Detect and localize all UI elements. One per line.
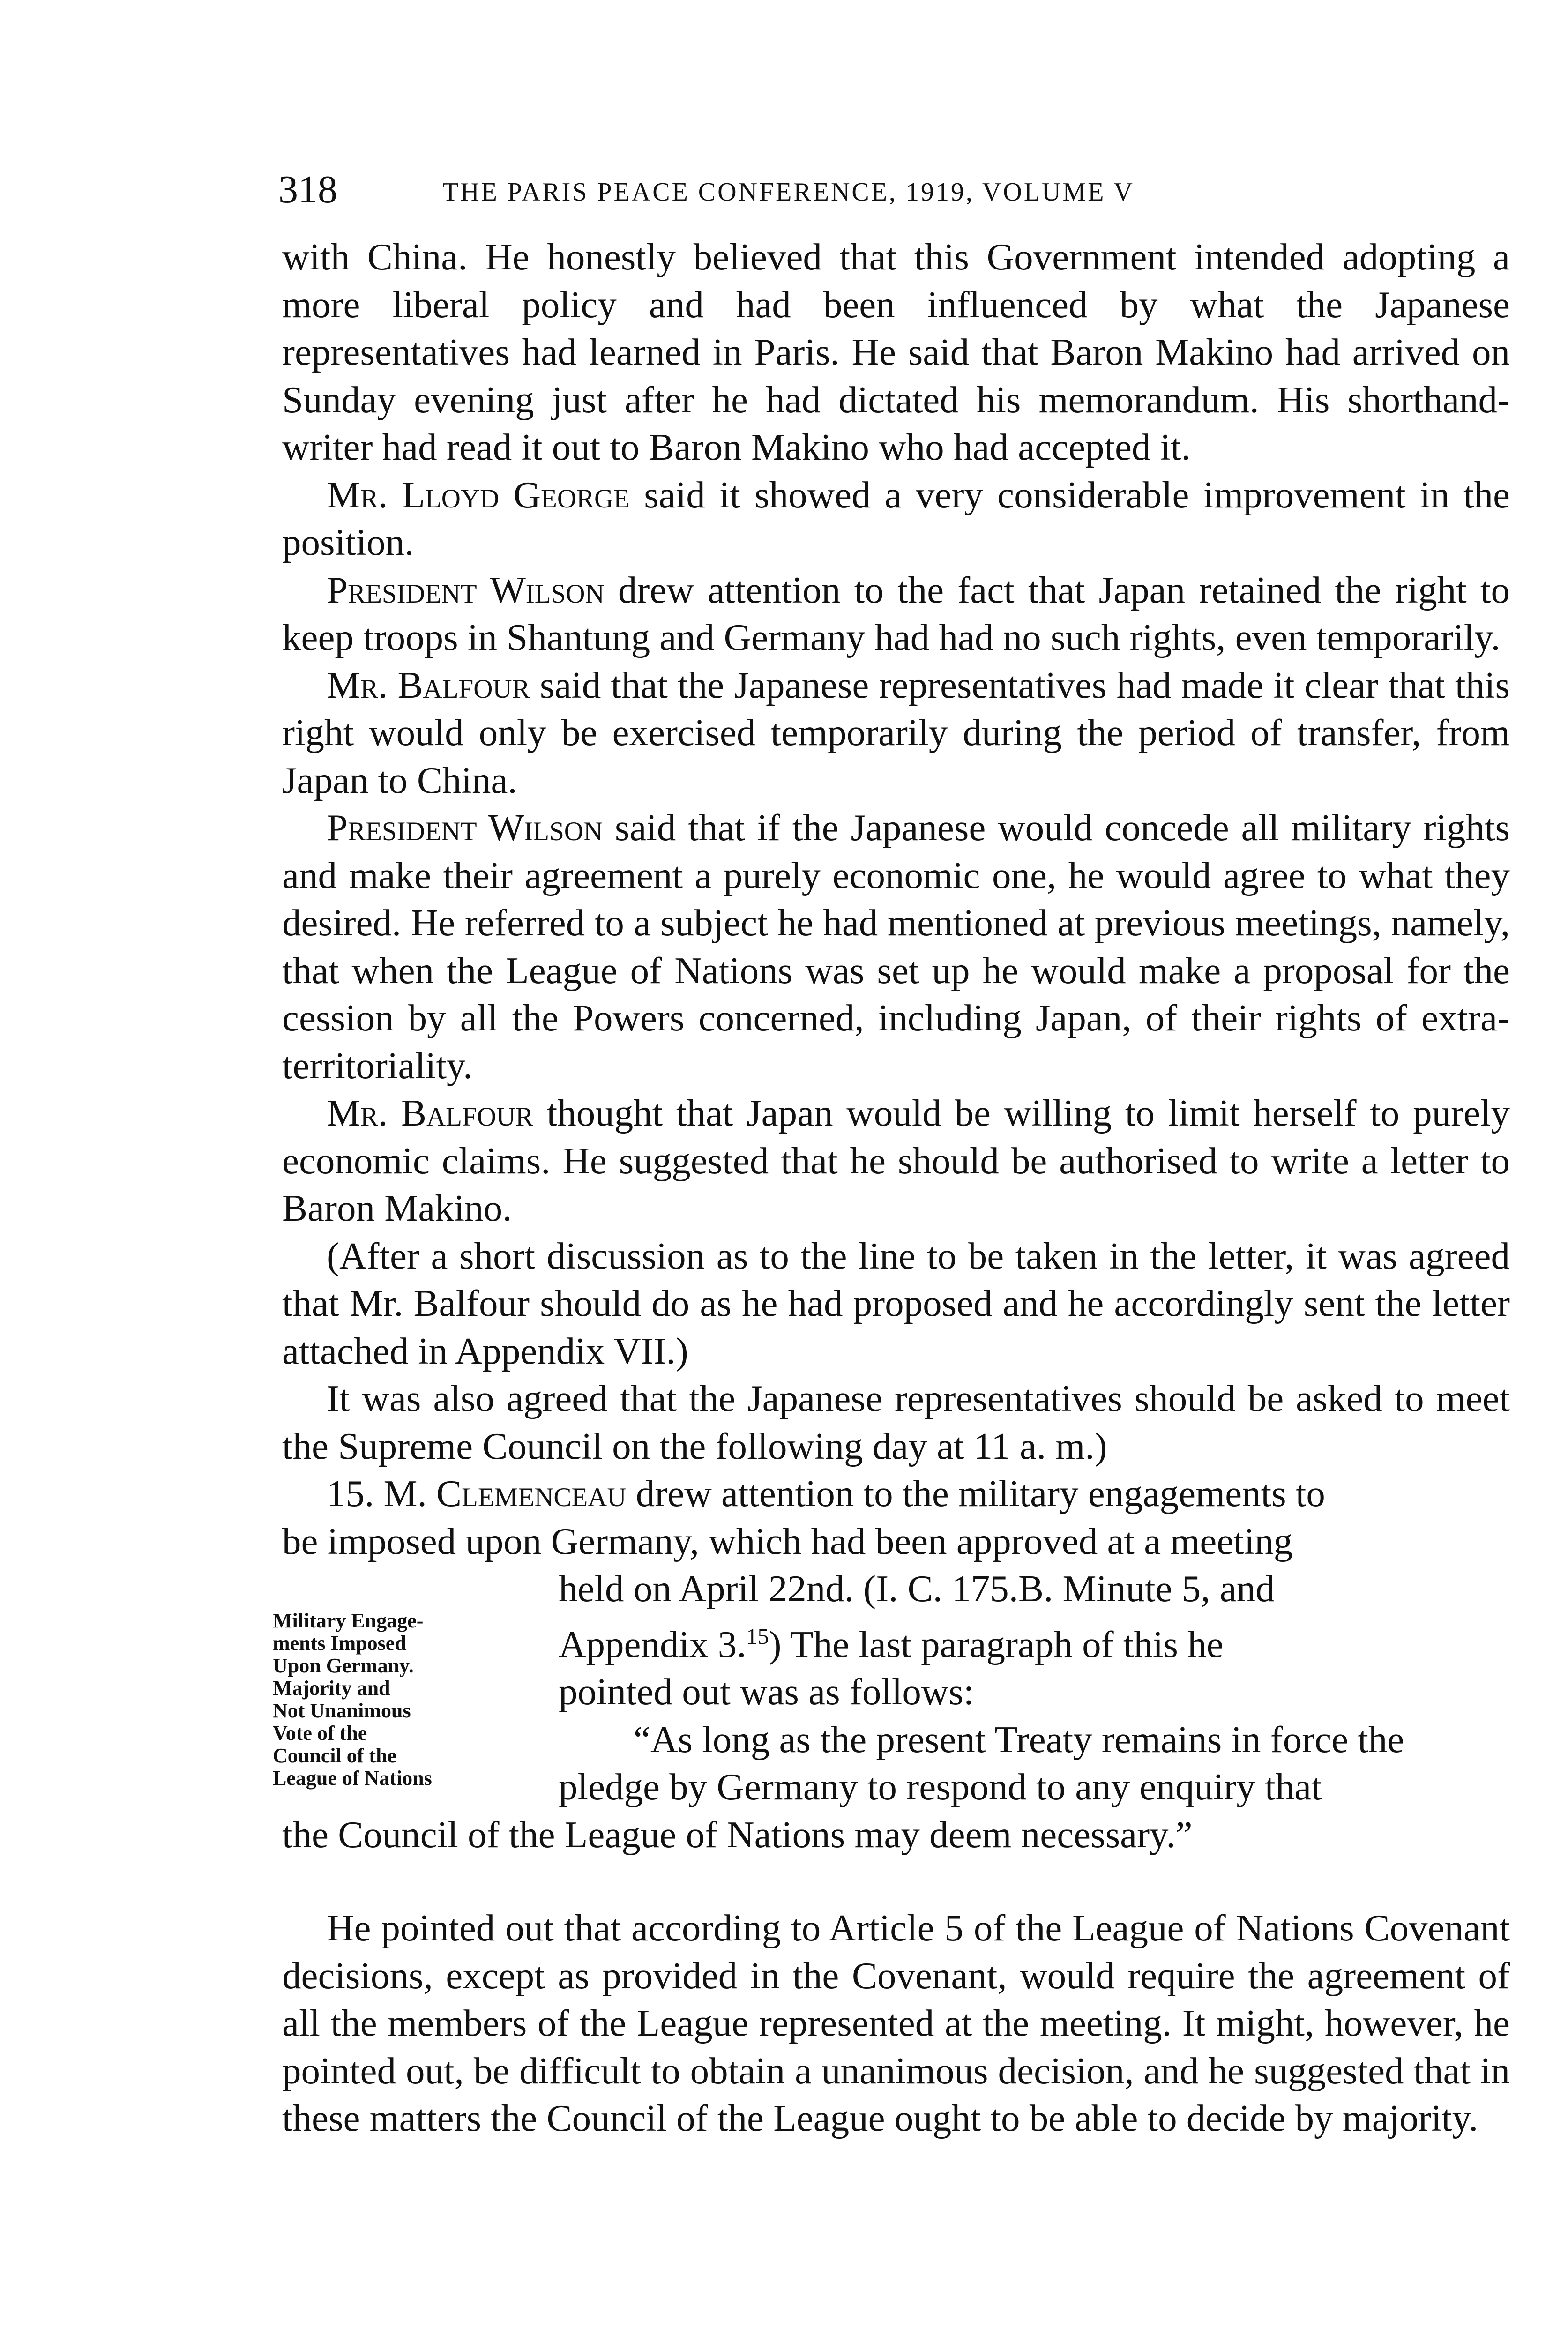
quote-line: pledge by Germany to respond to any enquiry that (559, 1766, 1322, 1808)
paragraph (282, 1375, 1510, 1470)
section-line: be imposed upon Germany, which had been approved at a meeting (282, 1520, 1293, 1562)
paragraph (282, 1232, 1510, 1375)
speaker-name: President Wilson (327, 806, 603, 849)
speaker-name: Mr. Balfour (327, 664, 530, 706)
paragraph (282, 662, 1510, 805)
section-text: Appendix 3. (559, 1623, 747, 1665)
paragraph (282, 1089, 1510, 1232)
body-text (273, 233, 1510, 2142)
sidenote-line: Majority and (273, 1677, 390, 1700)
speaker-name: President Wilson (327, 568, 605, 611)
page-number: 318 (278, 168, 337, 211)
running-title: THE PARIS PEACE CONFERENCE, 1919, VOLUME V (442, 178, 1135, 207)
paragraph-text: said it showed a very considerable improvement in the position. (282, 473, 1510, 563)
sidenote-line: Council of the (273, 1744, 396, 1767)
speaker-name: Mr. Balfour (327, 1092, 534, 1134)
section-text: ) The last paragraph of this he (769, 1623, 1224, 1665)
paragraph (282, 471, 1510, 567)
paragraph-text: said that the Japanese representatives had made it clear that this right would only be exercised temporarily during the period of transfer, from Japan to China. (282, 664, 1510, 801)
sidenote-line: ments Imposed (273, 1632, 406, 1655)
paragraph-text: (After a short discussion as to the line to be taken in the letter, it was agreed that Mr. Balfour should do as he had proposed and he accordingly sent the letter attached in Appendix VII.) (282, 1234, 1510, 1372)
paragraph (282, 233, 1510, 471)
paragraph (282, 567, 1510, 662)
page-header (278, 164, 1356, 216)
sidenote-line: League of Nations (273, 1767, 432, 1790)
margin-sidenote (273, 1610, 535, 1790)
paragraph-text: It was also agreed that the Japanese representatives should be asked to meet the Supreme Council on the following day at 11 a. m.) (282, 1377, 1510, 1467)
section-line: pointed out was as follows: (559, 1671, 974, 1713)
section-15-opening (282, 1470, 1510, 1518)
section-number: 15. M. (327, 1472, 437, 1515)
section-15-with-sidenote (273, 1565, 1510, 1858)
paragraph-text: with China. He honestly believed that this Government intended adopting a more liberal policy and had been influenced by what the Japanese representatives had learned in Paris. He said that Baron Makino had arrived on Sunday evening just after he had dictated his memorandum. His shorthand-writer had read it out to Baron Makino who had accepted it. (282, 236, 1510, 468)
footnote-marker: 15 (746, 1624, 769, 1649)
sidenote-line: Upon Germany. (273, 1654, 414, 1677)
section-line: held on April 22nd. (I. C. 175.B. Minute 5, and (559, 1567, 1275, 1610)
section-text: drew attention to the military engagements to (626, 1472, 1325, 1515)
closing-paragraph: He pointed out that according to Article 5 of the League of Nations Covenant decisions, except as provided in the Covenant, would require the agreement of all the members of the League represented at the meeting. It might, however, he pointed out, be difficult to obtain a unanimous decision, and he suggested that in these matters the Council of the League ought to be able to decide by majority. (282, 1907, 1510, 2139)
paragraph-text: drew attention to the fact that Japan retained the right to keep troops in Shantung and Germany had had no such rights, even temporarily. (282, 568, 1510, 658)
quote-line: “As long as the present Treaty remains in force the (634, 1718, 1404, 1761)
speaker-name: Mr. Lloyd George (327, 473, 630, 516)
sidenote-line: Military Engage- (273, 1609, 424, 1632)
paragraph-text: thought that Japan would be willing to limit herself to purely economic claims. He suggested that he should be authorised to write a letter to Baron Makino. (282, 1092, 1510, 1229)
paragraph-text: said that if the Japanese would concede all military rights and make their agreement a purely economic one, he would agree to what they desired. He referred to a subject he had mentioned at previous meetings, namely, that when the League of Nations was set up he would make a proposal for the cession by all the Powers concerned, including Japan, of their rights of extra-territoriality. (282, 806, 1510, 1087)
speaker-name: Clemenceau (436, 1472, 627, 1515)
quote-line: the Council of the League of Nations may deem necessary.” (282, 1813, 1193, 1856)
spacer (282, 1858, 1510, 1904)
sidenote-line: Vote of the (273, 1722, 367, 1745)
sidenote-line: Not Unanimous (273, 1699, 411, 1722)
paragraph (282, 804, 1510, 1089)
